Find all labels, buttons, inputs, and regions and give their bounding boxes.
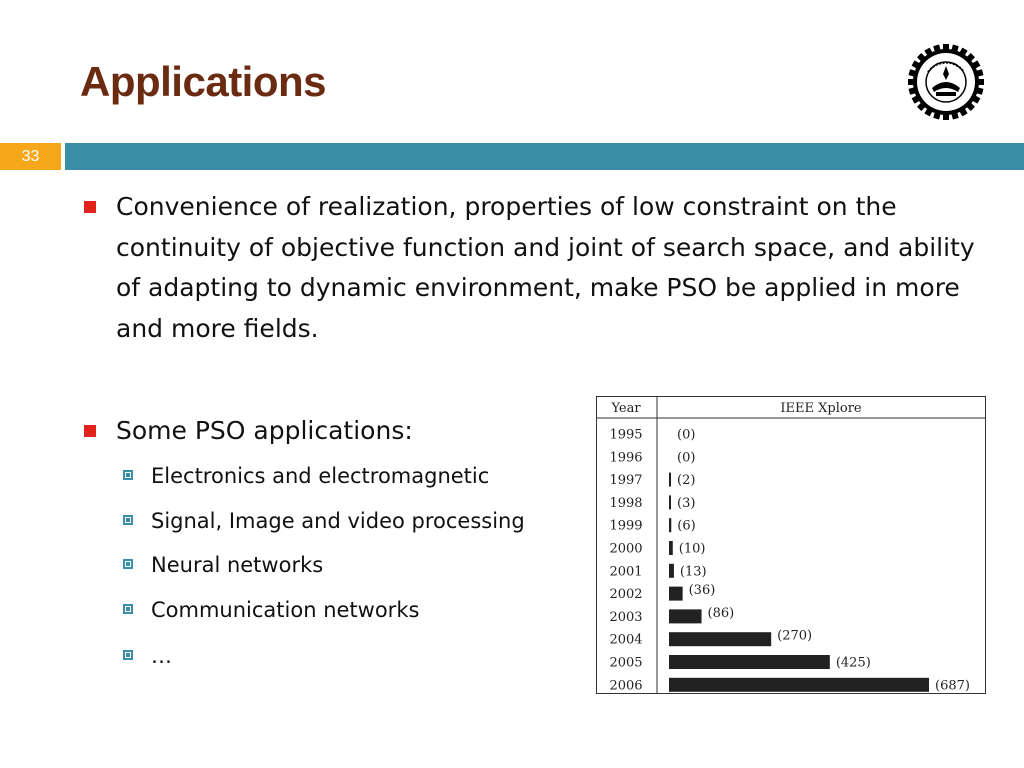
bar-value-label: (0) [677,427,696,443]
sub-bullet-text: Signal, Image and video processing [151,509,525,533]
sub-bullet-marker-icon [123,650,133,660]
sub-bullet-marker-icon [123,515,133,525]
year-label: 2006 [609,678,643,694]
sub-bullet-text: Communication networks [151,598,420,622]
slide-number: 33 [0,143,61,170]
year-label: 2004 [609,632,643,648]
sub-bullet-item [151,595,419,625]
bar [669,678,929,692]
bar [669,495,671,509]
year-label: 1996 [609,450,643,466]
sub-bullet-marker-icon [123,604,133,614]
year-label: 1998 [609,495,643,511]
bar-value-label: (2) [677,473,696,489]
bullet-item [116,411,413,452]
bar [669,564,674,578]
header-accent-bar [65,143,1024,170]
slide-title: Applications [80,58,327,105]
bar-value-label: (0) [677,450,696,466]
pso-publications-chart [596,396,986,694]
column-header-year: Year [611,401,641,416]
sub-bullet-item [151,461,489,491]
sub-bullet-item [151,506,525,536]
bar [669,587,683,601]
bar [669,609,702,623]
year-label: 2005 [609,655,643,671]
year-label: 2000 [609,541,643,557]
column-header-source: IEEE Xplore [780,401,862,416]
bar-value-label: (3) [677,495,696,511]
bar-value-label: (425) [835,655,871,671]
bar [669,541,673,555]
sub-bullet-item [151,550,323,580]
bar-value-label: (687) [935,678,970,694]
sub-bullet-text: Electronics and electromagnetic [151,464,490,488]
bullet-text: Convenience of realization, properties of low constraint on the continuity of objective function and joint of search space, and ability of adapting to dynamic environment, make PSO be applied in more and more fields. [116,192,975,343]
bar-value-label: (13) [679,564,707,580]
sub-bullet-marker-icon [123,559,133,569]
bullet-marker-icon [84,425,96,437]
sub-bullet-text: Neural networks [151,553,324,577]
bar [669,473,671,487]
year-label: 2001 [609,564,643,580]
university-seal-icon [906,42,986,122]
bar [669,632,771,646]
sub-bullet-item [151,641,172,671]
bar [669,518,671,532]
year-label: 2002 [609,587,643,603]
bullet-text: Some PSO applications: [116,416,413,445]
bullet-marker-icon [84,201,96,213]
sub-bullet-text: … [151,644,172,668]
bar [669,655,830,669]
year-label: 1997 [609,473,643,489]
bar-value-label: (86) [707,605,735,621]
year-label: 2003 [609,609,643,625]
year-label: 1995 [609,427,643,443]
bar-value-label: (270) [777,628,813,644]
sub-bullet-marker-icon [123,470,133,480]
year-label: 1999 [609,518,643,534]
bar-value-label: (6) [677,518,696,534]
bar-value-label: (10) [678,541,706,557]
bar-value-label: (36) [688,583,716,599]
bullet-item [116,187,996,349]
